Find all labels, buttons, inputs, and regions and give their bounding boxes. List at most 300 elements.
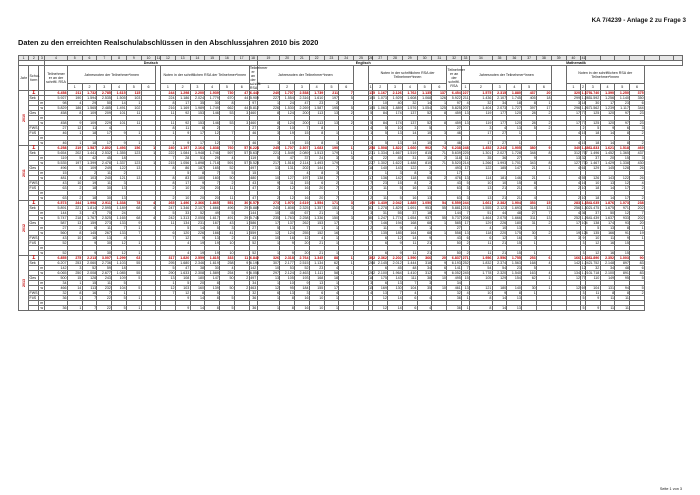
grade-count-value: 49 <box>205 211 220 216</box>
grade-count-value: 275 <box>67 256 82 261</box>
participants-value: 5.812 <box>249 106 259 110</box>
grade-count-value: 1 <box>432 231 447 236</box>
grade-count-value: 12 <box>67 126 82 131</box>
grade-count-value: 3 <box>388 171 403 176</box>
grade-count-value: 469 <box>630 146 645 151</box>
grade-count-value: 2 <box>82 171 97 176</box>
grade-count-value: 16 <box>82 236 97 241</box>
grade-count-value: 23 <box>630 111 645 116</box>
grade-count-value: 3 <box>257 131 280 136</box>
grade-count-value: 21 <box>309 251 324 256</box>
grade-count-value: 225 <box>462 151 469 155</box>
year-label: 2012 <box>19 201 29 256</box>
grade-count-value: 12 <box>175 236 190 241</box>
grade-count-value: 34 <box>417 266 432 271</box>
grade-count-value: 140 <box>373 166 388 171</box>
grade-count-value: 5 <box>205 291 220 296</box>
grade-count-value: 8 <box>309 171 324 176</box>
grade-count-value: 10 <box>175 196 190 201</box>
grade-count-value: 47 <box>295 101 310 106</box>
grade-count-value: 168 <box>522 261 537 266</box>
grade-count-value: 1 <box>257 241 280 246</box>
grade-count-value: 16 <box>581 181 586 185</box>
grade-count-value: 55 <box>126 271 141 276</box>
grade-count-value: 405 <box>522 96 537 101</box>
grade-count-value: 10 <box>257 176 280 181</box>
participants-value: 47 <box>249 186 257 191</box>
grade-count-value: 262 <box>369 271 376 275</box>
grade-count-value: 2.677 <box>97 271 112 276</box>
grade-count-value: 244 <box>462 201 469 205</box>
grade-count-value: 971 <box>615 206 630 211</box>
grade-count-value: 4 <box>370 156 373 160</box>
grade-count-value: 10 <box>417 131 432 136</box>
grade-count-value: 29 <box>82 101 97 106</box>
grade-count-value: 297 <box>257 271 280 276</box>
column-number: 26 <box>369 56 373 60</box>
participants-value: 27 <box>249 226 257 231</box>
subject-header: Englisch <box>257 61 469 66</box>
grade-count-value: 8 <box>205 306 220 311</box>
table-row <box>19 96 683 101</box>
grade-count-value: 31 <box>522 221 537 226</box>
grade-count-value: 1 <box>324 251 339 256</box>
table-row <box>19 106 683 111</box>
grade-count-value: 115 <box>369 91 375 95</box>
grade-count-value: 5 <box>522 266 537 271</box>
grade-count-value: 13 <box>97 236 112 241</box>
participants-value: 463 <box>250 286 257 290</box>
grade-count-value: 113 <box>82 286 97 291</box>
grade-count-value: 2.055 <box>190 216 205 221</box>
grade-count-value: 149 <box>600 276 615 281</box>
schoolform-label: FWS <box>29 236 38 240</box>
grade-count-value: 129 <box>469 221 492 226</box>
grade-count-value: 7 <box>205 171 220 176</box>
grade-count-value: 180 <box>492 286 507 291</box>
grade-count-value: 1.256 <box>600 96 615 101</box>
grade-count-value: 21 <box>417 241 432 246</box>
grade-count-value: 59 <box>97 266 112 271</box>
grade-count-value: 253 <box>522 256 537 261</box>
grade-count-value: 318 <box>417 261 432 266</box>
grade-count-value: 20 <box>205 186 220 191</box>
grade-count-value: 11 <box>615 296 630 301</box>
grade-count-value: 245 <box>257 206 280 211</box>
grade-count-value: 9 <box>280 251 295 256</box>
grade-count-value: 318 <box>522 206 537 211</box>
grade-count-value: 4 <box>324 291 339 296</box>
grade-count-value: 1 <box>536 176 551 181</box>
grade-header: 6 <box>141 84 156 91</box>
grade-header: 1 <box>462 84 470 91</box>
grade-count-value: 5 <box>220 211 235 216</box>
written-grades-header: Noten in der schriftlichen RSA der Teilnehmer*innen <box>368 66 446 84</box>
grade-count-value: 1.707 <box>280 91 295 96</box>
grade-count-value: 160 <box>205 176 220 181</box>
grade-count-value: 10 <box>280 126 295 131</box>
grade-count-value: 8 <box>600 291 615 296</box>
grade-count-value: 3 <box>339 201 354 206</box>
participants-value: 144 <box>447 211 462 216</box>
grade-count-value: 2 <box>370 186 373 190</box>
grade-count-value: 815 <box>417 151 432 156</box>
grade-count-value: 13 <box>112 186 127 191</box>
grade-count-value: 15 <box>295 141 310 146</box>
grade-count-value: 1.998 <box>82 201 97 206</box>
grade-count-value: 11 <box>600 236 615 241</box>
grade-count-value: 9 <box>190 236 205 241</box>
grade-count-value: 2.463 <box>295 271 310 276</box>
grade-count-value: 137 <box>402 111 417 116</box>
grade-count-value: 13 <box>309 281 324 286</box>
grade-count-value: 7 <box>370 221 373 225</box>
grade-count-value: 2 <box>630 131 645 136</box>
participants-value: 52 <box>45 251 68 256</box>
grade-count-value: 211 <box>462 96 469 100</box>
grade-count-value: 5 <box>257 226 280 231</box>
grade-count-value: 4 <box>141 206 156 211</box>
grade-count-value: 30 <box>97 186 112 191</box>
column-number: 22 <box>309 56 324 61</box>
grade-count-value: 18 <box>82 196 97 201</box>
grade-count-value: 118 <box>402 176 417 181</box>
written-grades-header: Noten in der schriftlichen RSA der Teilnehmer*innen <box>566 66 644 84</box>
grade-count-value: 10 <box>175 186 190 191</box>
grade-count-value: 5 <box>339 106 354 111</box>
grade-count-value: 194 <box>388 221 403 226</box>
grade-count-value: 14 <box>600 186 615 191</box>
grade-count-value: 17 <box>175 181 190 186</box>
participants-value: 558 <box>447 231 462 236</box>
grade-count-value: 5 <box>205 226 220 231</box>
grade-count-value: 1.666 <box>507 216 522 221</box>
grade-header: 5 <box>522 84 537 91</box>
grade-count-value: 1.493 <box>112 146 127 151</box>
grade-count-value: 180 <box>190 276 205 281</box>
grade-count-value: 10 <box>581 196 586 200</box>
grade-count-value: 1.518 <box>615 146 630 151</box>
grade-count-value: 13 <box>373 291 388 296</box>
grade-count-value <box>536 306 551 311</box>
sex-label: w <box>40 216 44 220</box>
grade-count-value: 9 <box>112 131 127 136</box>
grade-count-value: 2.243 <box>492 146 507 151</box>
grade-count-value: 20 <box>600 156 615 161</box>
grade-count-value: 21 <box>492 186 507 191</box>
grade-count-value: 15 <box>295 181 310 186</box>
grade-count-value: 1.054 <box>417 106 432 111</box>
grade-count-value: 2.478 <box>97 161 112 166</box>
grade-count-value: 144 <box>309 166 324 171</box>
grade-count-value: 1.169 <box>175 106 190 111</box>
grade-count-value: 2.100 <box>600 271 615 276</box>
column-number: 41 <box>581 56 586 60</box>
grade-count-value: 111 <box>402 276 417 281</box>
grade-count-value: 1.746 <box>205 151 220 156</box>
schoolform-label: FöS <box>29 186 39 191</box>
grade-count-value: 175 <box>373 276 388 281</box>
participants-value: 5.654 <box>45 151 68 156</box>
grade-count-value: 10 <box>432 276 447 281</box>
grade-count-value: 2.320 <box>492 271 507 276</box>
grade-count-value: 3 <box>630 156 645 161</box>
grade-count-value <box>141 306 156 311</box>
grade-count-value: 80 <box>369 216 374 220</box>
grade-count-value: 47 <box>280 156 295 161</box>
grade-count-value: 1 <box>630 236 645 241</box>
grade-count-value: 7 <box>220 141 235 146</box>
grade-count-value: 326 <box>257 256 280 261</box>
grade-count-value: 95 <box>280 286 295 291</box>
grade-count-value: 21 <box>522 176 537 181</box>
participants-value: 6.052 <box>447 271 462 276</box>
grade-count-value: 10 <box>257 266 280 271</box>
sum-symbol: Σ <box>29 256 39 261</box>
grade-count-value: 164 <box>402 231 417 236</box>
grade-count-value: 159 <box>82 221 97 226</box>
grade-count-value: 13 <box>257 166 280 171</box>
grade-count-value: 9 <box>615 236 630 241</box>
grade-count-value: 92 <box>175 121 190 126</box>
grade-count-value: 1.762 <box>402 91 417 96</box>
participants-value: 50 <box>447 241 462 246</box>
grade-count-value: 3 <box>67 266 82 271</box>
grade-count-value: 273 <box>257 201 280 206</box>
grade-count-value: 219 <box>67 146 82 151</box>
grade-count-value: 10 <box>417 141 432 146</box>
grade-count-value: 13 <box>324 111 339 116</box>
participants-value: 6.224 <box>249 146 259 150</box>
grade-count-value: 22 <box>97 296 112 301</box>
grade-count-value: 2 <box>536 126 551 131</box>
grade-count-value: 1.964 <box>388 271 403 276</box>
grade-count-value: 9 <box>492 291 507 296</box>
grade-count-value: 44 <box>492 211 507 216</box>
grade-count-value: 23 <box>615 101 630 106</box>
grade-count-value: 13 <box>507 126 522 131</box>
grade-count-value: 156 <box>126 146 141 151</box>
participants-value: 27 <box>249 126 257 131</box>
grade-count-value: 124 <box>280 111 295 116</box>
participants-value: 36 <box>447 306 462 311</box>
grade-count-value: 2.362 <box>373 256 388 261</box>
grade-count-value: 1.590 <box>402 256 417 261</box>
grade-count-value: 7 <box>295 126 310 131</box>
grade-count-value: 45 <box>280 211 295 216</box>
grade-count-value: 1 <box>507 131 522 136</box>
grade-count-value: 21 <box>522 166 537 171</box>
grade-count-value: 2.532 <box>97 151 112 156</box>
grade-count-value: 1.313 <box>175 216 190 221</box>
grade-count-value: 1.345 <box>309 256 324 261</box>
grade-count-value: 23 <box>373 181 388 186</box>
grade-count-value: 1.085 <box>112 271 127 276</box>
grade-count-value: 8 <box>67 291 82 296</box>
grade-count-value: 17 <box>462 166 470 171</box>
grade-count-value: 62 <box>324 261 339 266</box>
sex-label: w <box>40 176 44 180</box>
column-number: 33 <box>462 56 470 61</box>
grade-count-value: 1 <box>141 161 156 166</box>
grade-count-value: 227 <box>257 96 280 101</box>
grade-count-value: 5 <box>67 166 82 171</box>
grade-count-value: 31 <box>373 211 388 216</box>
grade-count-value: 104 <box>402 286 417 291</box>
grade-count-value: 1.299 <box>112 256 127 261</box>
participants-value: 6.458 <box>45 91 68 96</box>
grade-count-value: 3 <box>432 131 447 136</box>
grade-count-value: 105 <box>280 276 295 281</box>
grade-count-value: 19 <box>566 231 581 236</box>
participants-value: 6.065 <box>45 271 68 276</box>
grade-header: 4 <box>600 84 615 91</box>
grade-count-value: 14 <box>190 306 205 311</box>
schoolform-label <box>29 306 39 311</box>
grade-count-value: 551 <box>220 201 235 206</box>
grade-count-value: 2 <box>417 181 432 186</box>
grade-count-value: 12 <box>160 286 175 291</box>
grade-count-value: 2 <box>257 126 280 131</box>
column-number: 10 <box>141 56 156 61</box>
grade-count-value: 1.452 <box>600 151 615 156</box>
grade-count-value: 22 <box>373 156 388 161</box>
grade-count-value: 4 <box>566 131 581 136</box>
grade-count-value: 232 <box>97 286 112 291</box>
participants-value: 32 <box>249 291 257 296</box>
grade-count-value: 125 <box>432 106 447 111</box>
grade-count-value: 9 <box>257 181 280 186</box>
grade-count-value: 109 <box>82 121 97 126</box>
grade-count-value: 153 <box>190 111 205 116</box>
grade-count-value: 5 <box>522 126 537 131</box>
grade-count-value: 7 <box>370 181 373 185</box>
grade-count-value: 248 <box>462 146 469 150</box>
grade-count-value: 2.307 <box>295 146 310 151</box>
year-label: 2013 <box>19 256 29 311</box>
grade-count-value: 229 <box>97 121 112 126</box>
grade-count-value: 320 <box>566 91 581 96</box>
grade-count-value: 1.970 <box>280 201 295 206</box>
participants-header: Teilnehmer er an der schriftl. RSA <box>249 66 268 90</box>
participants-value: 493 <box>447 166 462 171</box>
grade-count-value: 1 <box>324 281 339 286</box>
column-number: 23 <box>324 56 339 61</box>
column-number: 36 <box>507 56 522 61</box>
grade-count-value: 119 <box>469 121 492 126</box>
grade-count-value: 13 <box>257 276 280 281</box>
grade-count-value: 2 <box>566 186 581 191</box>
column-number: 35 <box>492 56 507 61</box>
participants-header: Teilnehmer er an der schriftl. RSA <box>447 66 462 91</box>
grade-count-value: 12 <box>373 306 388 311</box>
participants-value: 5.909 <box>249 96 259 100</box>
year-label: 2011 <box>19 146 29 201</box>
grade-count-value: 128 <box>615 166 630 171</box>
grade-count-value: 12 <box>257 286 280 291</box>
grade-count-value: 174 <box>388 121 403 126</box>
grade-count-value: 137 <box>402 121 417 126</box>
grade-count-value: 9 <box>388 251 403 256</box>
grade-count-value: 50 <box>220 276 235 281</box>
grade-count-value: 4 <box>175 251 190 256</box>
grade-count-value: 17 <box>566 111 581 116</box>
grade-count-value: 1.189 <box>112 206 127 211</box>
grade-count-value: 1.822 <box>388 146 403 151</box>
grade-count-value: 121 <box>112 176 127 181</box>
participants-value: 458 <box>45 111 68 116</box>
grade-count-value: 128 <box>581 231 588 235</box>
column-number: 25 <box>354 56 369 61</box>
grade-count-value: 19 <box>630 231 645 236</box>
grade-count-value: 380 <box>522 146 537 151</box>
grade-count-value: 15 <box>536 201 551 206</box>
participants-value: 97 <box>249 101 257 106</box>
grade-count-value: 265 <box>160 201 175 206</box>
gap-header <box>354 66 369 91</box>
participants-value: 46 <box>249 141 257 146</box>
grade-count-value: 83 <box>630 271 645 276</box>
participants-value: 34 <box>447 281 462 286</box>
grade-count-value: 2 <box>324 101 339 106</box>
grade-count-value: 1 <box>126 141 141 146</box>
grade-count-value: 108 <box>175 276 190 281</box>
grade-count-value: 14 <box>402 236 417 241</box>
grade-count-value: 18 <box>82 131 97 136</box>
grade-count-value: 152 <box>309 231 324 236</box>
grade-count-value: 1.701 <box>507 161 522 166</box>
grade-count-value: 3.007 <box>97 256 112 261</box>
grade-count-value: 2 <box>630 196 645 201</box>
grade-count-value: 2 <box>234 276 249 281</box>
grade-count-value: 4 <box>220 156 235 161</box>
grade-count-value: 145 <box>600 166 615 171</box>
grade-count-value: 1.838 <box>205 146 220 151</box>
grade-count-value: 12 <box>112 251 127 256</box>
grade-count-value: 1.575 <box>469 91 492 96</box>
grade-count-value: 1.334 <box>373 151 388 156</box>
grade-count-value: 1.749 <box>205 106 220 111</box>
grade-count-value: 16 <box>295 306 310 311</box>
grade-count-value: 253 <box>67 261 82 266</box>
grade-count-value: 13 <box>417 196 432 201</box>
grade-count-value: 17 <box>175 101 190 106</box>
participants-value: 586 <box>250 221 257 225</box>
grade-count-value: 29 <box>205 156 220 161</box>
grade-count-value: 13 <box>507 226 522 231</box>
grade-count-value: 3 <box>370 281 373 285</box>
grade-count-value: 1.740 <box>585 91 600 96</box>
grade-count-value: 2.366 <box>190 201 205 206</box>
grade-count-value: 109 <box>112 276 127 281</box>
participants-value: 6.559 <box>447 201 462 206</box>
column-number: 38 <box>536 56 551 61</box>
grade-count-value: 131 <box>600 286 615 291</box>
grade-count-value: 4 <box>417 306 432 311</box>
column-number: 24 <box>339 56 354 61</box>
grade-header-row <box>19 84 683 91</box>
grade-count-value: 1 <box>126 241 141 246</box>
grade-count-value: 1 <box>370 131 373 135</box>
grade-count-value: 15 <box>615 251 630 256</box>
grade-count-value: 1.675 <box>600 206 615 211</box>
grade-count-value: 255 <box>295 231 310 236</box>
grade-count-value: 1 <box>324 131 339 136</box>
grade-count-value: 147 <box>507 166 522 171</box>
grade-count-value: 9 <box>175 306 190 311</box>
grade-count-value: 1.993 <box>492 161 507 166</box>
grade-header: 2 <box>469 84 492 91</box>
